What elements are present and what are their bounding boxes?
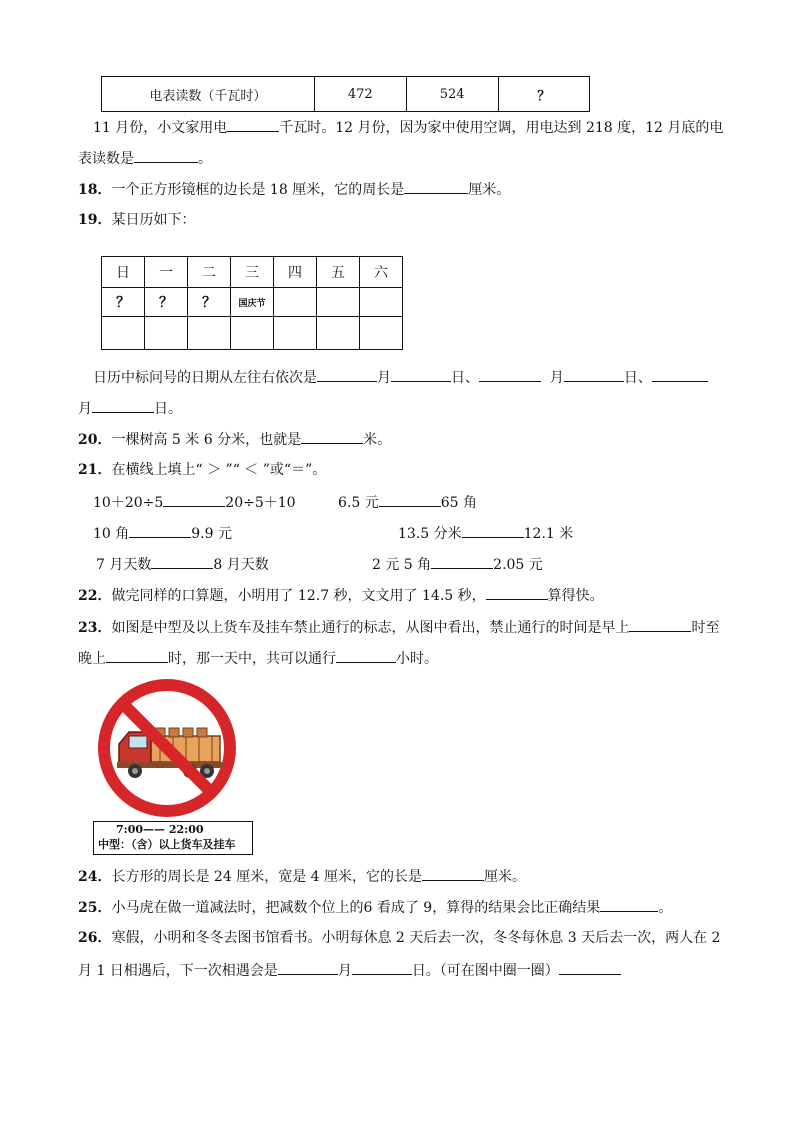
- month-label: 月: [78, 401, 92, 417]
- answer-blank[interactable]: [301, 429, 363, 444]
- calendar-cell: [317, 317, 360, 350]
- answer-blank[interactable]: [379, 492, 441, 507]
- calendar-cell: ？: [188, 288, 231, 317]
- compare-right: 65 角: [440, 495, 477, 511]
- q22-text: 算得快。: [547, 588, 604, 604]
- answer-blank[interactable]: [352, 960, 412, 975]
- compare-right: 9.9 元: [191, 526, 232, 542]
- calendar-table: [101, 256, 403, 350]
- separator: 、: [637, 370, 652, 386]
- calendar-header: 一: [145, 257, 188, 288]
- q24-text: 长方形的周长是 24 厘米，宽是 4 厘米，它的长是: [111, 869, 423, 885]
- q26-line-2: [78, 960, 794, 980]
- meter-reading-table: [101, 76, 590, 112]
- q23-text: 晚上: [78, 651, 106, 667]
- answer-blank[interactable]: [564, 367, 624, 382]
- sign-plate: [93, 821, 253, 855]
- answer-blank[interactable]: [92, 398, 154, 413]
- answer-blank[interactable]: [129, 523, 191, 538]
- q26-text: 月 1 日相遇后，下一次相遇会是: [78, 963, 278, 979]
- q24-text: 厘米。: [484, 869, 527, 885]
- q21-item: [96, 554, 269, 575]
- day-label: 日: [623, 370, 638, 386]
- calendar-header: 日: [102, 257, 145, 288]
- q18-text: 厘米。: [468, 182, 511, 198]
- question-number: 21．: [78, 462, 112, 478]
- q26-text: 日。（可在图中圈一圈）: [411, 963, 559, 979]
- q26-line-1: [78, 928, 794, 948]
- question-number: 19．: [78, 212, 112, 228]
- compare-left: 13.5 分米: [398, 526, 462, 542]
- answer-blank[interactable]: [404, 179, 468, 194]
- q22-text: 做完同样的口算题，小明用了 12.7 秒，文文用了 14.5 秒，: [111, 588, 486, 604]
- q26-text: 寒假，小明和冬冬去图书馆看书。小明每休息 2 天后去一次，冬冬每休息 3 天后去一次，两人在 2: [111, 930, 721, 946]
- calendar-cell: [274, 288, 317, 317]
- q19-line: [78, 210, 794, 230]
- month-label: 月: [377, 370, 391, 386]
- compare-left: 2 元 5 角: [372, 557, 432, 573]
- separator: 、: [465, 370, 479, 386]
- day-label: 日: [451, 370, 465, 386]
- compare-right: 8 月天数: [213, 557, 269, 573]
- calendar-header: 三: [231, 257, 274, 288]
- q18-line: [78, 179, 794, 199]
- answer-blank[interactable]: [227, 117, 279, 132]
- calendar-header: 二: [188, 257, 231, 288]
- sign-time: 7:00—— 22:00: [116, 823, 204, 836]
- q23-text: 小时。: [396, 651, 438, 667]
- calendar-header: 四: [274, 257, 317, 288]
- meter-value-cell: ？: [498, 77, 589, 112]
- q17-text: 表读数是: [78, 151, 134, 167]
- compare-left: 10＋20÷5: [93, 495, 164, 511]
- calendar-cell: [317, 288, 360, 317]
- q23-text: 如图是中型及以上货车及挂车禁止通行的标志，从图中看出，禁止通行的时间是早上: [111, 620, 630, 636]
- calendar-cell: [145, 317, 188, 350]
- q21-text: 在横线上填上“ ＞ ”“ ＜ ”或“＝”。: [111, 462, 327, 478]
- calendar-cell: [231, 317, 274, 350]
- answer-blank[interactable]: [134, 148, 198, 163]
- q23-line-1: [78, 617, 794, 637]
- calendar-cell: [360, 288, 403, 317]
- q17-text: 11 月份，小文家用电: [93, 120, 228, 136]
- answer-blank[interactable]: [486, 585, 548, 600]
- calendar-cell-national-day: [231, 288, 274, 317]
- q17-text: 。: [198, 151, 212, 167]
- compare-left: 7 月天数: [96, 557, 152, 573]
- calendar-cell: ？: [145, 288, 188, 317]
- compare-left: 10 角: [93, 526, 130, 542]
- q20-text: 一棵树高 5 米 6 分米，也就是: [111, 432, 302, 448]
- question-number: 18．: [78, 182, 112, 198]
- answer-blank[interactable]: [479, 367, 541, 382]
- q17-line-2: [78, 148, 794, 168]
- q18-text: 一个正方形镜框的边长是 18 厘米，它的周长是: [111, 182, 405, 198]
- question-number: 23．: [78, 620, 112, 636]
- q22-line: [78, 585, 794, 605]
- question-number: 24．: [78, 869, 112, 885]
- compare-left: 6.5 元: [338, 495, 379, 511]
- answer-blank[interactable]: [431, 554, 493, 569]
- calendar-cell: [188, 317, 231, 350]
- q17-text: 千瓦时。12 月份，因为家中使用空调，用电达到 218 度，12 月底的电: [279, 120, 724, 136]
- sign-text: 中型：（含）以上货车及挂车: [98, 838, 236, 851]
- answer-blank[interactable]: [652, 367, 708, 382]
- calendar-cell: ？: [102, 288, 145, 317]
- calendar-cell: [360, 317, 403, 350]
- q21-line: [78, 460, 794, 480]
- q23-text: 时，那一天中，共可以通行: [168, 651, 336, 667]
- q20-line: [78, 429, 794, 449]
- month-label: 月: [549, 370, 564, 386]
- day-label: 日。: [154, 401, 182, 417]
- answer-blank[interactable]: [336, 648, 396, 663]
- meter-label-cell: 电表读数（千瓦时）: [102, 77, 315, 112]
- answer-blank[interactable]: [462, 523, 524, 538]
- calendar-cell: [274, 317, 317, 350]
- q25-text: 。: [658, 900, 673, 916]
- q17-line-1: [93, 117, 794, 137]
- question-number: 22．: [78, 588, 112, 604]
- q21-item: [93, 523, 232, 544]
- answer-blank[interactable]: [278, 960, 338, 975]
- question-number: 25．: [78, 900, 112, 916]
- q21-item: [338, 492, 477, 513]
- q19-answer-line-1: [93, 367, 794, 387]
- q24-line: [78, 866, 794, 886]
- calendar-header: 六: [360, 257, 403, 288]
- answer-blank[interactable]: [317, 367, 377, 382]
- question-number: 26．: [78, 930, 112, 946]
- answer-blank[interactable]: [151, 554, 213, 569]
- answer-blank[interactable]: [629, 617, 691, 632]
- answer-blank[interactable]: [559, 960, 621, 975]
- q23-text: 时至: [691, 620, 720, 636]
- q19-text: 日历中标问号的日期从左往右依次是: [93, 370, 317, 386]
- calendar-holiday-label: 国庆节: [238, 299, 266, 309]
- q25-line: [78, 897, 794, 917]
- q21-item: [93, 492, 296, 513]
- meter-value-cell: 472: [314, 77, 406, 112]
- q21-item: [398, 523, 573, 544]
- question-number: 20．: [78, 432, 112, 448]
- compare-right: 2.05 元: [493, 557, 543, 573]
- q23-line-2: [78, 648, 794, 668]
- answer-blank[interactable]: [106, 648, 168, 663]
- q21-item: [372, 554, 543, 575]
- answer-blank[interactable]: [391, 367, 451, 382]
- answer-blank[interactable]: [600, 897, 658, 912]
- q19-answer-line-2: [78, 398, 794, 418]
- compare-right: 12.1 米: [523, 526, 574, 542]
- answer-blank[interactable]: [422, 866, 484, 881]
- q19-text: 某日历如下：: [111, 212, 196, 228]
- q25-text: 小马虎在做一道减法时，把减数个位上的6 看成了 9，算得的结果会比正确结果: [111, 900, 601, 916]
- compare-right: 20÷5＋10: [225, 495, 296, 511]
- calendar-cell: [102, 317, 145, 350]
- calendar-header: 五: [317, 257, 360, 288]
- month-label: 月: [337, 963, 352, 979]
- meter-value-cell: 524: [406, 77, 498, 112]
- no-truck-sign-icon: [95, 676, 239, 820]
- answer-blank[interactable]: [163, 492, 225, 507]
- q20-text: 米。: [363, 432, 392, 448]
